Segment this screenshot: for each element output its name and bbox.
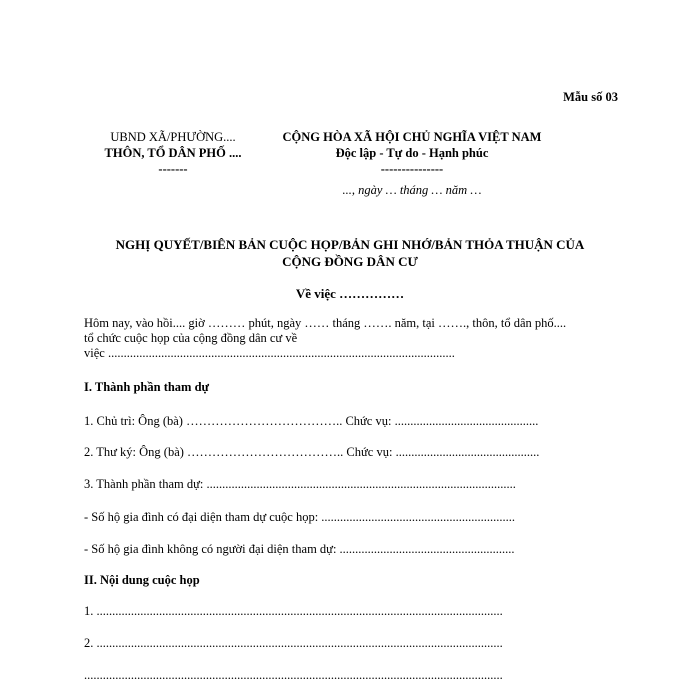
households-absent-line: - Số hộ gia đình không có người đại diện tham dự: ........................................................: [84, 542, 515, 556]
country-name: CỘNG HÒA XÃ HỘI CHỦ NGHĨA VIỆT NAM: [282, 130, 542, 144]
issuing-authority: [88, 129, 258, 177]
title-line-1: NGHỊ QUYẾT/BIÊN BẢN CUỘC HỌP/BẢN GHI NHỚ/BẢN THỎA THUẬN CỦA: [115, 237, 585, 252]
date-line: ..., ngày … tháng … năm …: [342, 183, 482, 197]
attendees-line: 3. Thành phần tham dự: ...................................................................................................: [84, 477, 516, 491]
authority-rule: -------: [158, 162, 188, 176]
intro-line-3: việc ...............................................................................................................: [84, 346, 455, 360]
households-represented-line: - Số hộ gia đình có đại diện tham dự cuộc họp: ..............................................................: [84, 510, 516, 524]
intro-line-2: tổ chức cuộc họp của cộng đồng dân cư về: [84, 331, 298, 345]
subject-line: Về việc ……………: [295, 286, 405, 301]
content-item-1: 1. ..................................................................................................................................: [84, 604, 503, 618]
content-item-3: ......................................................................................................................................: [84, 668, 503, 682]
section-2-heading: II. Nội dung cuộc họp: [84, 573, 200, 587]
document-title: [60, 236, 640, 270]
national-heading: [262, 129, 562, 177]
commune-ward-line: UBND XÃ/PHƯỜNG....: [110, 130, 236, 144]
secretary-line: 2. Thư ký: Ông (bà) ……………………………….. Chức vụ: ..............................................: [84, 445, 540, 459]
village-line: THÔN, TỔ DÂN PHỐ ....: [104, 146, 242, 160]
intro-line-1: Hôm nay, vào hồi.... giờ ……… phút, ngày …… tháng ……. năm, tại ……., thôn, tổ dân phố....: [84, 316, 567, 330]
motto-rule: ---------------: [380, 162, 444, 176]
section-1-heading: I. Thành phần tham dự: [84, 380, 210, 394]
form-number: Mẫu số 03: [563, 90, 618, 104]
content-item-2: 2. ..................................................................................................................................: [84, 636, 503, 650]
chair-line: 1. Chủ trì: Ông (bà) ……………………………….. Chức vụ: ..............................................: [84, 414, 539, 428]
national-motto: Độc lập - Tự do - Hạnh phúc: [335, 146, 489, 160]
intro-paragraph: [84, 316, 566, 361]
title-line-2: CỘNG ĐỒNG DÂN CƯ: [282, 254, 418, 269]
